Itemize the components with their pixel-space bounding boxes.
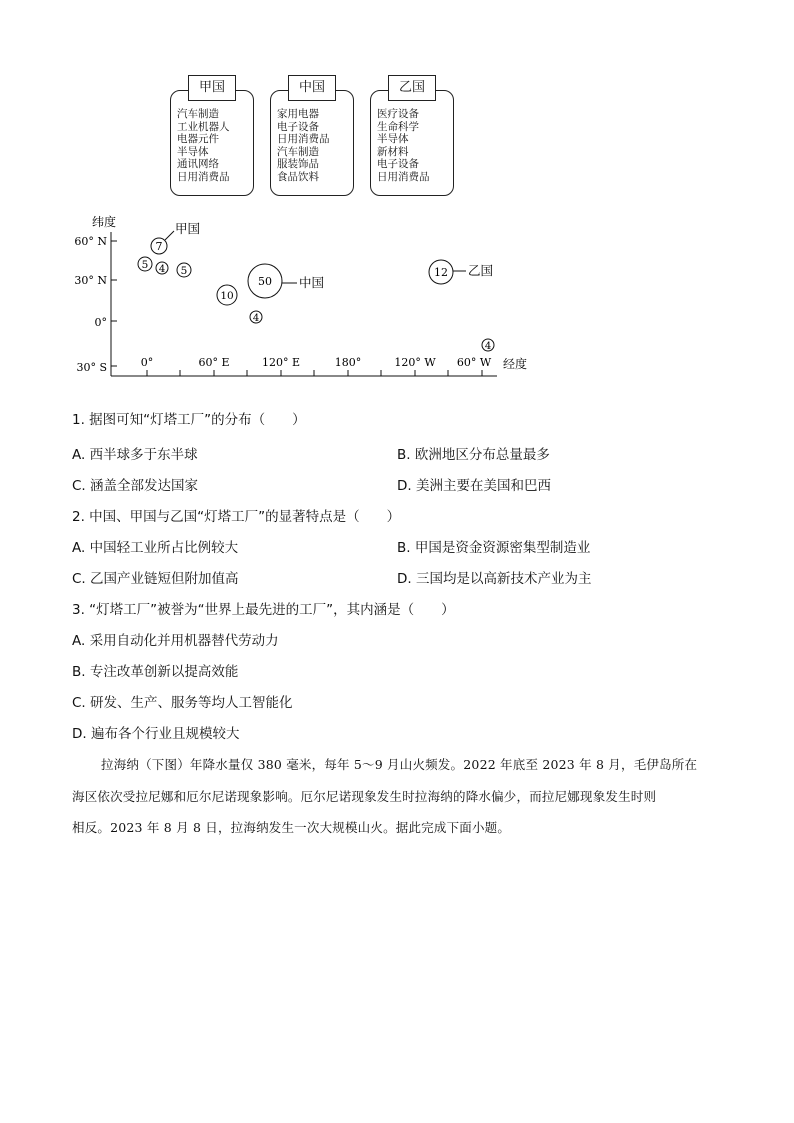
- bubble-value: 50: [258, 275, 272, 288]
- bubble-jia: [151, 238, 167, 254]
- list-item: 电器元件: [177, 133, 219, 146]
- question-1-stem: 1. 据图可知“灯塔工厂”的分布（ ）: [72, 412, 306, 428]
- list-item: 电子设备: [377, 158, 419, 171]
- question-1-option-d[interactable]: D. 美洲主要在美国和巴西: [397, 478, 551, 494]
- question-3-stem: 3. “灯塔工厂”被誉为“世界上最先进的工厂”，其内涵是（ ）: [72, 602, 455, 618]
- x-tick-label: 0°: [140, 356, 154, 369]
- bubble: [482, 339, 494, 352]
- callout-line-jia: [165, 231, 174, 240]
- bubble-value: 10: [220, 290, 234, 302]
- question-1-option-a[interactable]: A. 西半球多于东半球: [72, 447, 198, 463]
- list-item: 生命科学: [377, 120, 419, 133]
- bubble-value: 5: [180, 265, 188, 277]
- list-item: 新材料: [377, 145, 409, 158]
- bubble-value: 4: [484, 341, 492, 352]
- list-item: 半导体: [377, 133, 409, 146]
- question-2-stem: 2. 中国、甲国与乙国“灯塔工厂”的显著特点是（ ）: [72, 509, 401, 525]
- y-tick-label: 60° N: [74, 235, 107, 248]
- passage-line-1: 拉海纳（下图）年降水量仅 380 毫米，每年 5～9 月山火频发。2022 年底至 2023 年 8 月，毛伊岛所在: [101, 757, 698, 772]
- list-item: 家用电器: [277, 108, 319, 120]
- x-tick-label: 180°: [334, 356, 362, 369]
- question-2-option-b[interactable]: B. 甲国是资金资源密集型制造业: [397, 540, 591, 556]
- question-2-option-a[interactable]: A. 中国轻工业所占比例较大: [72, 540, 239, 556]
- y-tick-label: 0°: [94, 316, 107, 329]
- x-tick-label: 60° W: [456, 356, 492, 369]
- list-item: 通讯网络: [177, 158, 219, 171]
- list-item: 日用消费品: [277, 133, 330, 146]
- bubble: [217, 285, 237, 305]
- list-item: 日用消费品: [177, 170, 230, 183]
- passage-line-3: 相反。2023 年 8 月 8 日，拉海纳发生一次大规模山火。据此完成下面小题。: [72, 820, 511, 835]
- y-tick-label: 30° S: [76, 361, 107, 374]
- bubble: [250, 311, 262, 324]
- list-item: 电子设备: [277, 120, 319, 133]
- question-3-option-b[interactable]: B. 专注改革创新以提高效能: [72, 664, 239, 680]
- callout-yi: 乙国: [468, 263, 494, 278]
- y-tick-label: 30° N: [74, 274, 107, 287]
- bubble-value: 4: [252, 313, 260, 324]
- question-2-option-c[interactable]: C. 乙国产业链短但附加值高: [72, 571, 239, 587]
- question-3-option-d[interactable]: D. 遍布各个行业且规模较大: [72, 726, 240, 742]
- bubble-yi: [429, 260, 453, 284]
- list-item: 汽车制造: [277, 145, 319, 158]
- x-tick-label: 60° E: [198, 356, 230, 369]
- list-item: 汽车制造: [177, 108, 219, 120]
- box-jia-title: 甲国: [188, 75, 236, 101]
- bubble-value: 5: [141, 259, 149, 271]
- question-3-option-a[interactable]: A. 采用自动化并用机器替代劳动力: [72, 633, 279, 649]
- bubble-zhong: [248, 264, 282, 298]
- x-tick-label: 120° E: [261, 356, 301, 369]
- list-item: 日用消费品: [377, 170, 430, 183]
- question-1-option-c[interactable]: C. 涵盖全部发达国家: [72, 478, 199, 494]
- callout-jia: 甲国: [175, 221, 201, 236]
- y-axis-label: 纬度: [92, 215, 117, 229]
- list-item: 食品饮料: [277, 170, 319, 183]
- question-1-option-b[interactable]: B. 欧洲地区分布总量最多: [397, 447, 550, 463]
- x-axis-label: 经度: [503, 357, 528, 371]
- list-item: 服装饰品: [277, 158, 319, 171]
- bubble-value: 7: [155, 240, 163, 253]
- bubble-chart: [0, 0, 794, 400]
- bubble: [138, 257, 152, 271]
- question-3-option-c[interactable]: C. 研发、生产、服务等均人工智能化: [72, 695, 293, 711]
- list-item: 工业机器人: [177, 120, 230, 133]
- list-item: 医疗设备: [377, 108, 419, 120]
- passage-line-2: 海区依次受拉尼娜和厄尔尼诺现象影响。厄尔尼诺现象发生时拉海纳的降水偏少，而拉尼娜现象发生时则: [72, 789, 657, 804]
- x-tick-label: 120° W: [394, 356, 436, 369]
- bubble: [177, 263, 191, 277]
- box-yi-title: 乙国: [388, 75, 436, 101]
- callout-zhong: 中国: [299, 275, 325, 290]
- bubble: [156, 262, 168, 275]
- list-item: 半导体: [177, 145, 209, 158]
- box-zhong-title: 中国: [288, 75, 336, 101]
- bubble-value: 12: [434, 266, 448, 279]
- question-2-option-d[interactable]: D. 三国均是以高新技术产业为主: [397, 571, 592, 587]
- bubble-value: 4: [158, 264, 166, 275]
